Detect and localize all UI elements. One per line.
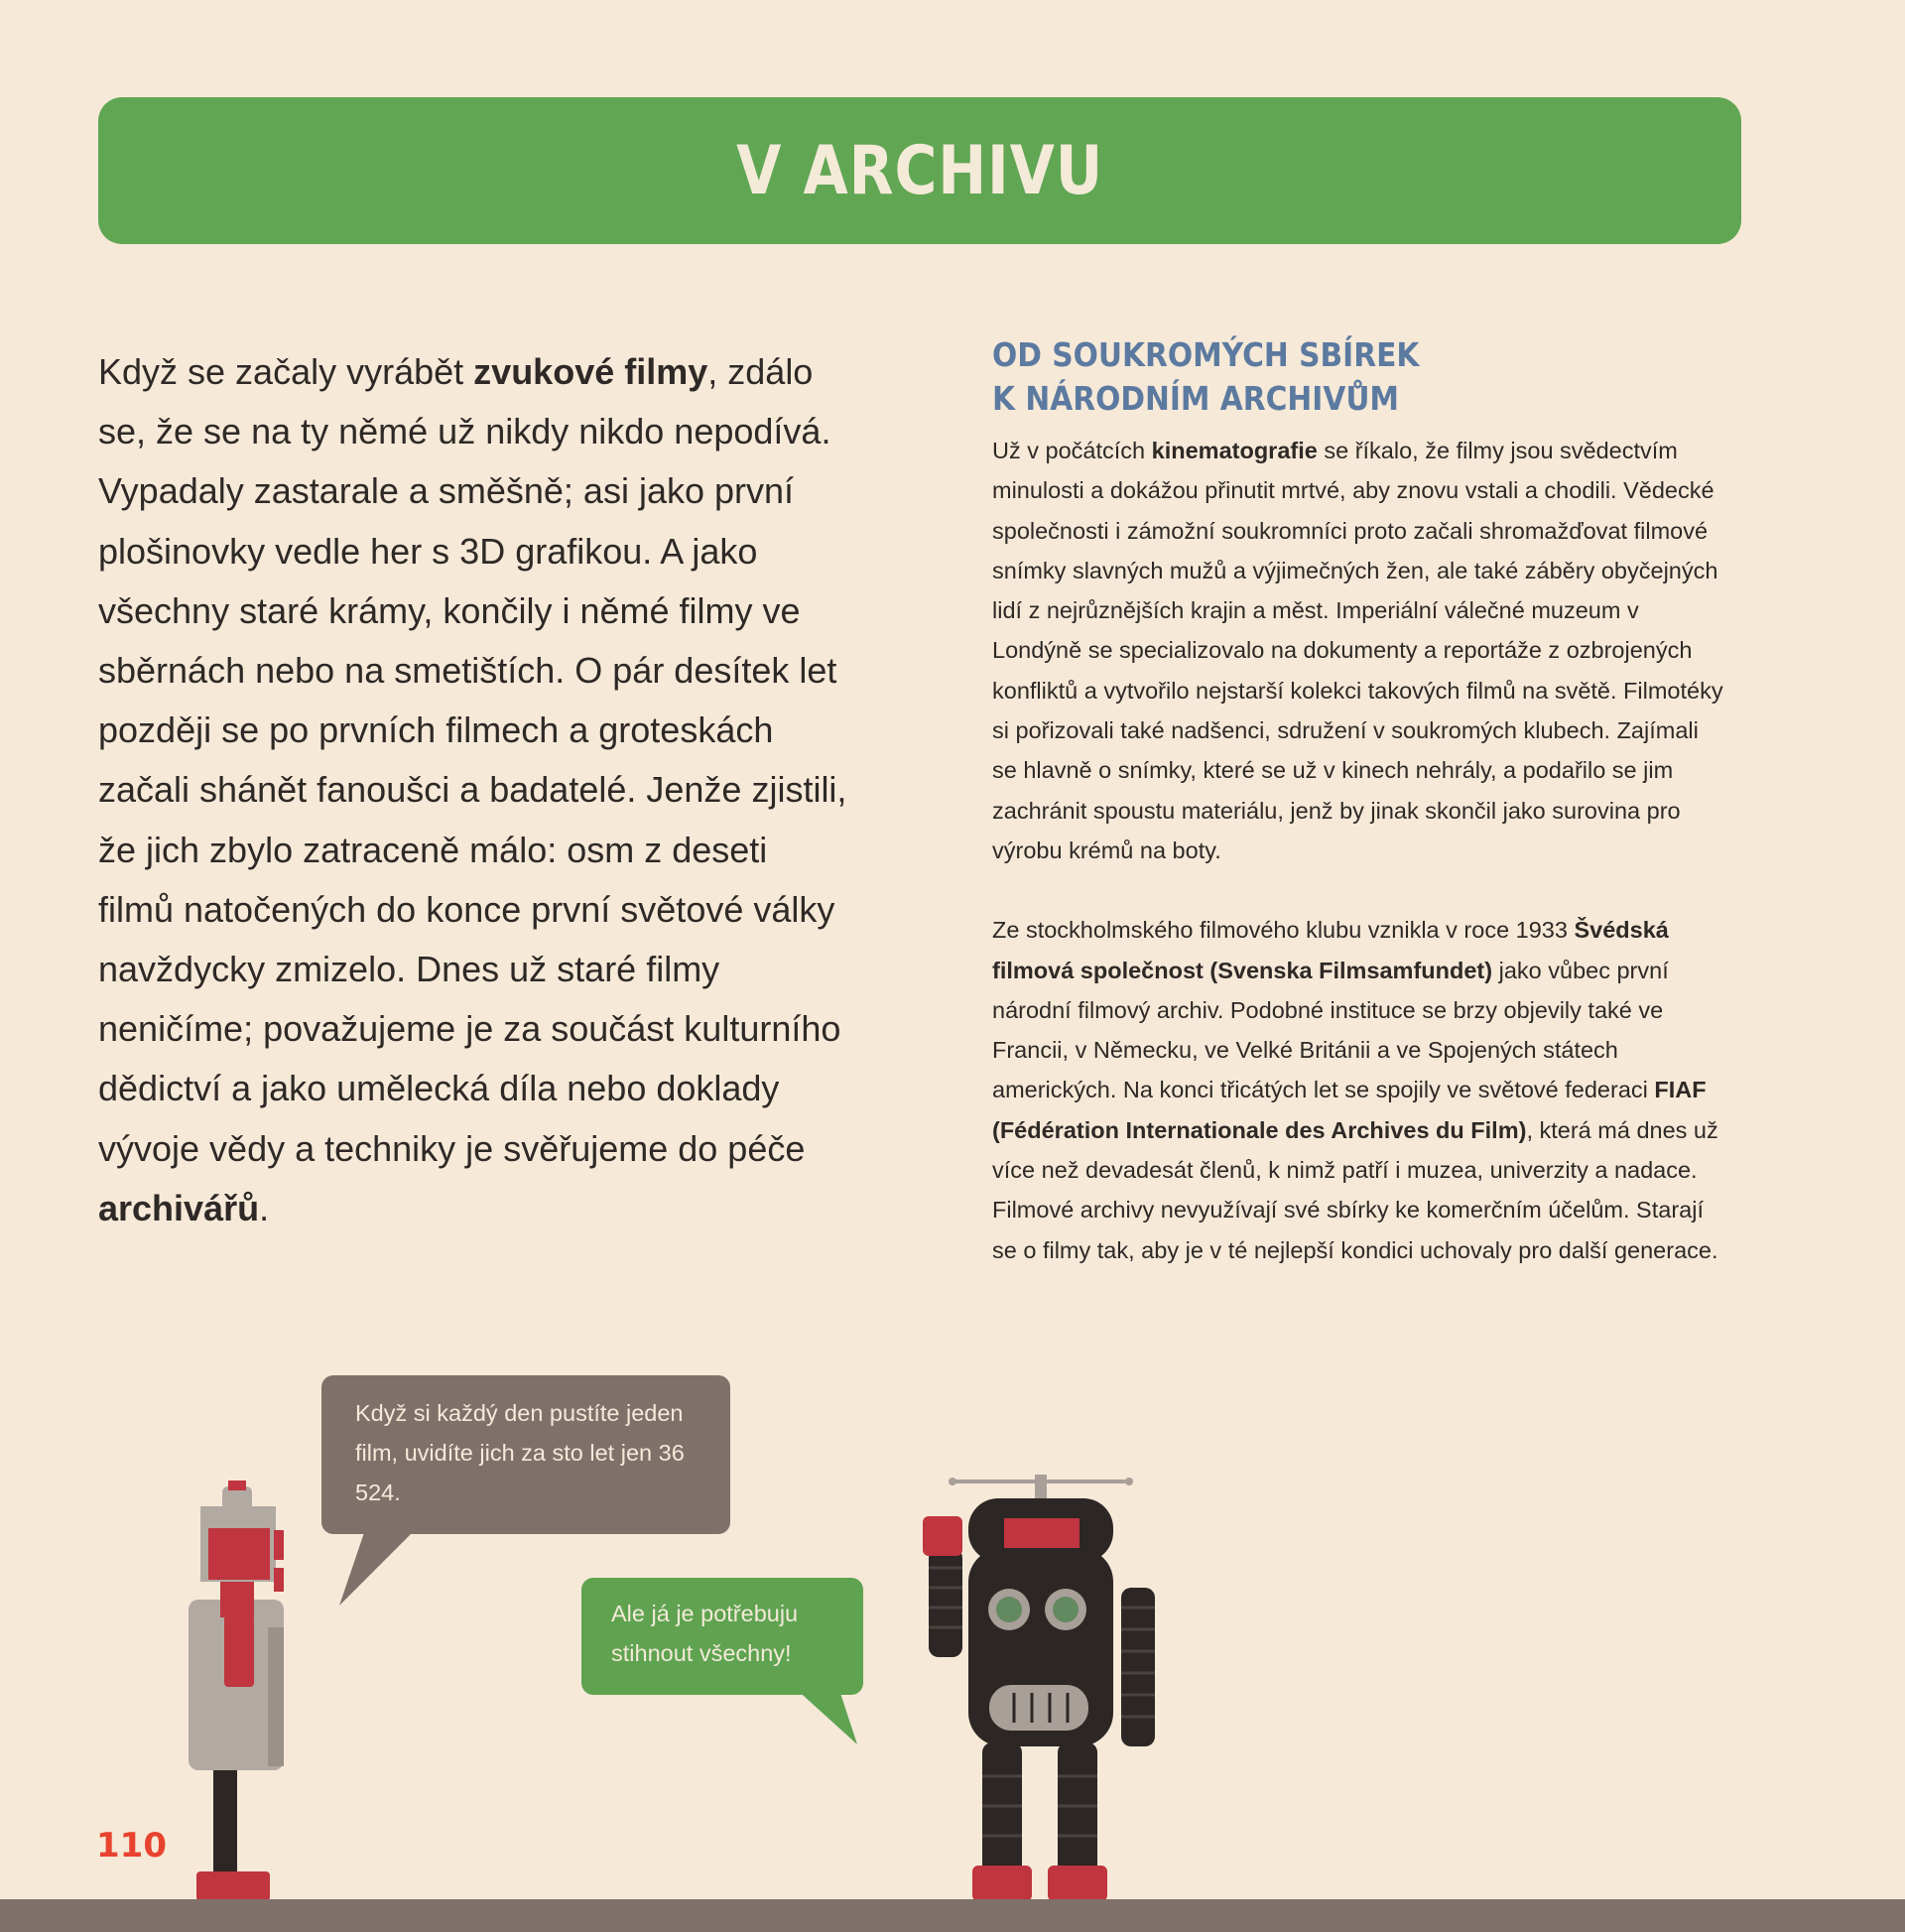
black-robot-illustration bbox=[923, 1475, 1155, 1901]
gray-robot-arm bbox=[224, 1615, 254, 1687]
p2-bold-svenska: Švédská filmová společnost (Svenska Filmsamfundet) bbox=[992, 917, 1669, 983]
p2-text-c: , která má dnes už více než devadesát členů, k nimž patří i muzea, univerzity a nadace. Filmové archivy nevyužívají své sbírky ke komerčním účelům. Starají se o filmy tak, aby je v té nejlepší kondici uchovaly pro další generace. bbox=[992, 1116, 1718, 1263]
gray-robot-foot bbox=[196, 1871, 270, 1901]
p2-text-a: Ze stockholmského filmového klubu vznikla v roce 1933 bbox=[992, 917, 1575, 944]
intro-seg-3: , zdálo se, že se na ty němé už nikdy nikdo nepodívá. Vypadaly zastarale a směšně; asi jako první plošinovky vedle her s 3D grafikou. A jako všechny staré krámy, končily i němé filmy ve sběrnách nebo na smetištích. O pár desítek let později se po prvních filmech a groteskách začali shánět fanoušci a badatelé. Jenže zjistili, že jich zbylo zatraceně málo: osm z deseti filmů natočených do konce první světové války navždycky zmizelo. Dnes už staré filmy neničíme; považujeme je za součást kulturního dědictví a jako umělecká díla nebo doklady vývoje vědy a techniky je svěřujeme do péče bbox=[98, 351, 847, 1169]
page-number: 110 bbox=[96, 1826, 167, 1866]
p1-text-a: Už v počátcích bbox=[992, 438, 1152, 463]
gray-robot-illustration bbox=[189, 1481, 284, 1901]
black-robot-head-light bbox=[1004, 1518, 1080, 1548]
gray-speech-bubble bbox=[321, 1375, 730, 1534]
chapter-title: V ARCHIVU bbox=[735, 131, 1104, 210]
black-robot-leg-right bbox=[1058, 1742, 1097, 1875]
black-robot-mouth bbox=[989, 1685, 1088, 1731]
intro-bold-sound-films: zvukové filmy bbox=[473, 351, 708, 392]
intro-seg-5: . bbox=[259, 1187, 270, 1228]
black-robot-raised-arm bbox=[929, 1548, 962, 1657]
gray-robot-ear-2 bbox=[274, 1568, 284, 1592]
p1-bold-kinematografie: kinematografie bbox=[1151, 438, 1318, 463]
green-bubble-tail bbox=[794, 1687, 857, 1744]
intro-seg-1: Když se začaly vyrábět bbox=[98, 351, 474, 392]
black-robot-foot-right bbox=[1048, 1866, 1107, 1901]
floor-strip bbox=[0, 1899, 1905, 1932]
p2-bold-fiaf: FIAF (Fédération Internationale des Archives du Film) bbox=[992, 1077, 1707, 1143]
gray-robot-side bbox=[268, 1627, 284, 1766]
black-robot-foot-left bbox=[972, 1866, 1032, 1901]
gray-bubble-text: Když si každý den pustíte jeden film, uvidíte jich za sto let jen 36 524. bbox=[355, 1400, 685, 1505]
gray-robot-antenna-light bbox=[228, 1481, 246, 1490]
gray-robot-ear bbox=[274, 1530, 284, 1560]
green-bubble-text: Ale já je potřebuju stihnout všechny! bbox=[611, 1601, 799, 1666]
green-speech-bubble bbox=[581, 1578, 863, 1695]
p2-text-b: jako vůbec první národní filmový archiv. Podobné instituce se brzy objevily také ve Francii, v Německu, ve Velké Británii a ve Spojených státech amerických. Na konci třicátých let se spojily ve světové federaci bbox=[992, 957, 1669, 1103]
black-robot-leg-left bbox=[982, 1742, 1022, 1875]
black-robot-hand bbox=[923, 1516, 962, 1556]
section-heading-line-2: K NÁRODNÍM ARCHIVŮM bbox=[992, 379, 1399, 418]
p1-text-b: se říkalo, že filmy jsou svědectvím minulosti a dokážou přinutit mrtvé, aby znovu vstali a chodili. Vědecké společnosti i zámožní soukromníci proto začali shromažďovat filmové snímky slavných mužů a výjimečných žen, ale také záběry obyčejných lidí z nejrůznějších krajin a měst. Imperiální válečné muzeum v Londýně se specializovalo na dokumenty a reportáže z ozbrojených konfliktů a vytvořilo nejstarší kolekci takových filmů na světě. Filmotéky si pořizovali také nadšenci, sdružení v soukromých klubech. Zajímali se hlavně o snímky, které se už v kinech nehrály, a podařilo se jim zachránit spoustu materiálu, jenž by jinak skončil jako surovina pro výrobu krémů na boty. bbox=[992, 438, 1723, 863]
section-heading-line-1: OD SOUKROMÝCH SBÍREK bbox=[992, 335, 1420, 374]
gray-robot-neck bbox=[220, 1578, 254, 1617]
gray-robot-face bbox=[208, 1528, 270, 1580]
intro-bold-archivists: archivářů bbox=[98, 1187, 260, 1228]
black-robot-hanging-arm bbox=[1121, 1588, 1155, 1746]
gray-robot-leg bbox=[213, 1768, 237, 1877]
